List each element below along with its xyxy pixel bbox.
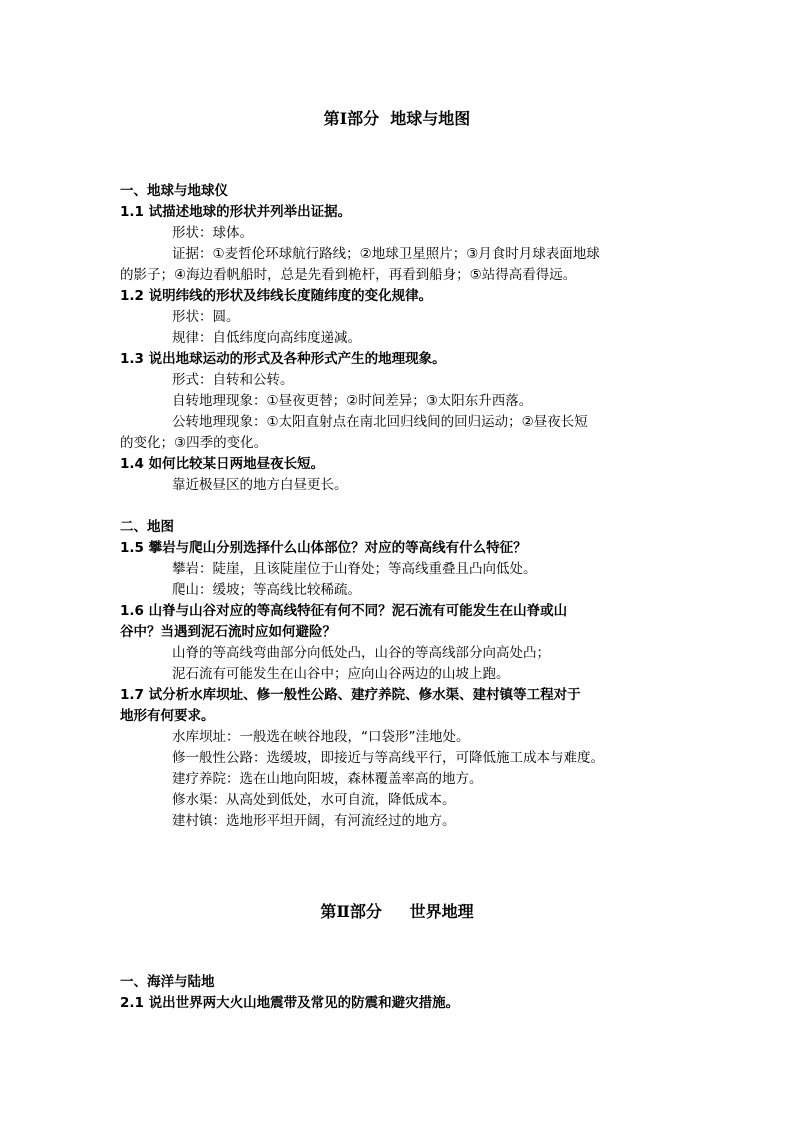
section-heading-ocean: 一、海洋与陆地 — [120, 974, 215, 990]
answer-line: 形状：圆。 — [172, 309, 240, 325]
question-1-4: 1.4 如何比较某日两地昼夜长短。 — [120, 456, 325, 472]
answer-line: 修一般性公路：选缓坡，即接近与等高线平行，可降低施工成本与难度。 — [172, 750, 604, 766]
question-1-7-cont: 地形有何要求。 — [120, 708, 215, 724]
answer-line: 公转地理现象：①太阳直射点在南北回归线间的回归运动；②昼夜长短 — [172, 414, 588, 430]
answer-line: 靠近极昼区的地方白昼更长。 — [172, 477, 348, 493]
answer-line: 的变化；③四季的变化。 — [120, 435, 268, 451]
answer-line: 形式：自转和公转。 — [172, 372, 294, 388]
question-1-5: 1.5 攀岩与爬山分别选择什么山体部位？对应的等高线有什么特征？ — [120, 540, 527, 556]
answer-line: 攀岩：陡崖，且该陡崖位于山脊处；等高线重叠且凸向低处。 — [172, 561, 537, 577]
answer-line: 建疗养院：选在山地向阳坡，森林覆盖率高的地方。 — [172, 771, 483, 787]
answer-line: 修水渠：从高处到低处，水可自流，降低成本。 — [172, 792, 456, 808]
question-2-1: 2.1 说出世界两大火山地震带及常见的防震和避灾措施。 — [120, 995, 460, 1011]
answer-line: 的影子；④海边看帆船时，总是先看到桅杆，再看到船身；⑤站得高看得远。 — [120, 267, 577, 283]
question-1-3: 1.3 说出地球运动的形式及各种形式产生的地理现象。 — [120, 351, 446, 367]
answer-line: 建村镇：选地形平坦开阔，有河流经过的地方。 — [172, 813, 456, 829]
answer-line: 泥石流有可能发生在山谷中；应向山谷两边的山坡上跑。 — [172, 666, 510, 682]
question-1-2: 1.2 说明纬线的形状及纬线长度随纬度的变化规律。 — [120, 288, 433, 304]
section-heading-map: 二、地图 — [120, 519, 174, 535]
question-1-6-cont: 谷中？当遇到泥石流时应如何避险？ — [120, 624, 336, 640]
section-heading-earth: 一、地球与地球仪 — [120, 183, 228, 199]
answer-line: 山脊的等高线弯曲部分向低处凸，山谷的等高线部分向高处凸； — [172, 645, 550, 661]
answer-line: 爬山：缓坡；等高线比较稀疏。 — [172, 582, 361, 598]
answer-line: 规律：自低纬度向高纬度递减。 — [172, 330, 361, 346]
answer-line: 自转地理现象：①昼夜更替；②时间差异；③太阳东升西落。 — [172, 393, 533, 409]
answer-line: 证据：①麦哲伦环球航行路线；②地球卫星照片；③月食时月球表面地球 — [172, 246, 600, 262]
question-1-6: 1.6 山脊与山谷对应的等高线特征有何不同？泥石流有可能发生在山脊或山 — [120, 603, 568, 619]
question-1-1: 1.1 试描述地球的形状并列举出证据。 — [120, 204, 352, 220]
part-2-title: 第Ⅱ部分 世界地理 — [320, 902, 474, 921]
answer-line: 水库坝址：一般选在峡谷地段，“口袋形”洼地处。 — [172, 729, 470, 745]
answer-line: 形状：球体。 — [172, 225, 253, 241]
part-1-title: 第Ⅰ部分 地球与地图 — [323, 109, 471, 128]
question-1-7: 1.7 试分析水库坝址、修一般性公路、建疗养院、修水渠、建村镇等工程对于 — [120, 687, 581, 703]
